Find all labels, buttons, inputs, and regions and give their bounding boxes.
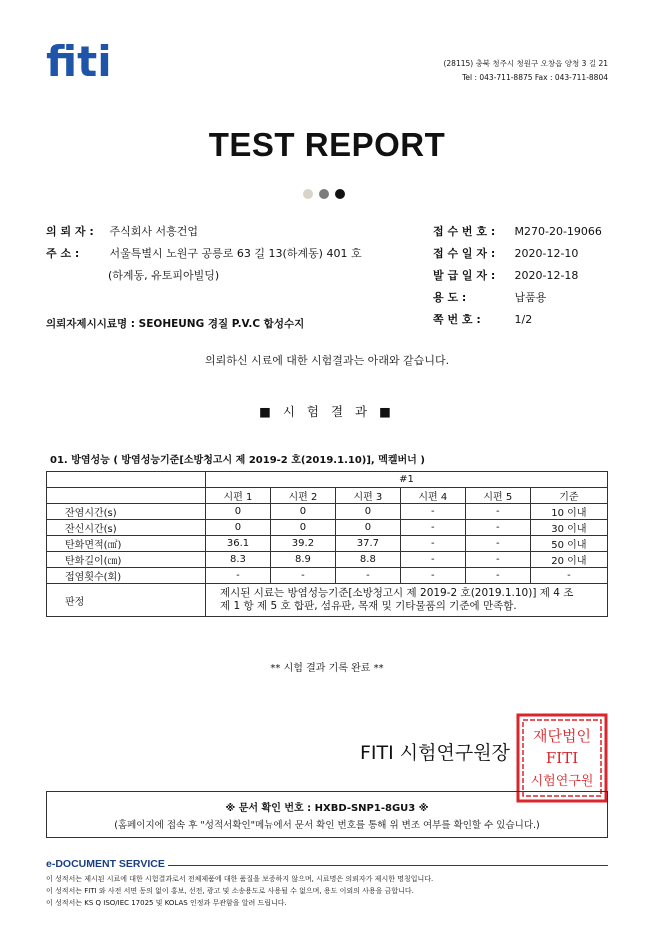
fiti-logo	[46, 38, 156, 82]
receipt-no-value: M270-20-19066	[514, 225, 602, 238]
official-seal	[516, 713, 608, 803]
receipt-date-label: 접 수 일 자 :	[433, 247, 496, 260]
row-label: 접염횟수(회)	[47, 568, 206, 584]
table-corner	[47, 472, 206, 488]
cell: 0	[206, 520, 271, 536]
sample-name: 의뢰자제시시료명 : SEOHEUNG 경질 P.V.C 합성수지	[46, 318, 305, 330]
verdict-text	[206, 584, 608, 617]
title-dots	[303, 184, 351, 203]
table-group-row	[47, 472, 608, 488]
section-title: 01. 방염성능 ( 방염성능기준[소방청고시 제 2019-2 호(2019.1.10)], 멕켈버너 )	[50, 455, 425, 466]
table-header-row	[47, 488, 608, 504]
cell: 50 이내	[530, 536, 607, 552]
col-header: 시편 1	[206, 488, 271, 504]
cell: -	[465, 504, 530, 520]
table-row	[47, 552, 608, 568]
cell: -	[465, 552, 530, 568]
address-line: (28115) 충북 청주시 청원구 오창읍 양청 3 길 21	[443, 59, 608, 68]
cell: 0	[206, 504, 271, 520]
cell: -	[270, 568, 335, 584]
verdict-line-1: 제시된 시료는 방염성능기준[소방청고시 제 2019-2 호(2019.1.10)] 제 4 조	[220, 587, 574, 599]
cell: -	[465, 568, 530, 584]
cell: 10 이내	[530, 504, 607, 520]
receipt-no-label: 접 수 번 호 :	[433, 225, 496, 238]
note-1: 이 성적서는 제시된 시료에 대한 시험결과로서 전체제품에 대한 품질을 보증하지 않으며, 시료명은 의뢰자가 제시한 명칭입니다.	[46, 875, 434, 883]
verdict-label: 판정	[47, 584, 206, 617]
company-address	[443, 57, 608, 85]
row-label: 잔신시간(s)	[47, 520, 206, 536]
requester-value: 주식회사 서흥건업	[109, 225, 199, 238]
issue-date-label: 발 급 일 자 :	[433, 269, 496, 282]
page-no-value: 1/2	[514, 313, 533, 326]
table-row	[47, 504, 608, 520]
doc-check-instructions: (홈페이지에 접속 후 "성적서확인"메뉴에서 문서 확인 번호를 통해 위 변조 여부를 확인할 수 있습니다.)	[114, 820, 540, 831]
address-label: 주 소 :	[46, 247, 80, 260]
verdict-line-2: 제 1 항 제 5 호 합판, 섬유판, 목재 및 기타물품의 기준에 만족함.	[220, 600, 517, 612]
cell: 0	[270, 504, 335, 520]
client-info	[46, 221, 362, 287]
results-heading: ■ 시 험 결 과 ■	[259, 404, 395, 419]
row-label: 탄화길이(㎝)	[47, 552, 206, 568]
results-table	[46, 471, 608, 617]
receipt-date-value: 2020-12-10	[514, 247, 579, 260]
table-row	[47, 568, 608, 584]
cell: 8.3	[206, 552, 271, 568]
col-header: 시편 3	[335, 488, 400, 504]
cell: 30 이내	[530, 520, 607, 536]
address-value: 서울특별시 노원구 공릉로 63 길 13(하계동) 401 호	[109, 247, 362, 260]
note-2: 이 성적서는 FITI 와 사전 서면 동의 없이 홍보, 선전, 광고 및 소송용도로 사용될 수 없으며, 용도 이외의 사용을 금합니다.	[46, 887, 414, 895]
edoc-title: e-DOCUMENT SERVICE	[46, 858, 165, 870]
dot-2	[319, 189, 329, 199]
cell: -	[465, 536, 530, 552]
page-no-label: 쪽 번 호 :	[433, 313, 481, 326]
col-header: 기준	[530, 488, 607, 504]
doc-check-number: ※ 문서 확인 번호 : HXBD-SNP1-8GU3 ※	[225, 803, 429, 814]
row-label: 잔염시간(s)	[47, 504, 206, 520]
col-header: 시편 4	[400, 488, 465, 504]
edoc-divider	[168, 865, 608, 866]
cell: 0	[335, 520, 400, 536]
report-title: TEST REPORT	[208, 126, 446, 163]
cell: 36.1	[206, 536, 271, 552]
cell: -	[335, 568, 400, 584]
cell: 37.7	[335, 536, 400, 552]
verdict-row	[47, 584, 608, 617]
cell: -	[206, 568, 271, 584]
document-check-box	[46, 791, 608, 838]
col-header: 시편 2	[270, 488, 335, 504]
cell: 39.2	[270, 536, 335, 552]
col-header: 시편 5	[465, 488, 530, 504]
director-signature: FITI 시험연구원장	[360, 742, 510, 764]
cell: 8.8	[335, 552, 400, 568]
row-label: 탄화면적(㎠)	[47, 536, 206, 552]
intro-text: 의뢰하신 시료에 대한 시험결과는 아래와 같습니다.	[204, 354, 450, 367]
cell: -	[400, 520, 465, 536]
table-row	[47, 520, 608, 536]
address-value-2: (하계동, 유토피아빌딩)	[108, 269, 220, 282]
note-3: 이 성적서는 KS Q ISO/IEC 17025 및 KOLAS 인정과 무관함을 알려 드립니다.	[46, 899, 287, 907]
dot-1	[303, 189, 313, 199]
issue-date-value: 2020-12-18	[514, 269, 579, 282]
cell: -	[400, 536, 465, 552]
header-blank	[47, 488, 206, 504]
cell: -	[400, 504, 465, 520]
seal-line-1: 재단법인	[533, 727, 591, 745]
cell: -	[465, 520, 530, 536]
cell: -	[400, 568, 465, 584]
seal-line-3: 시험연구원	[530, 774, 594, 789]
requester-label: 의 뢰 자 :	[46, 225, 94, 238]
completion-text: ** 시험 결과 기록 완료 **	[270, 663, 384, 674]
cell: 0	[270, 520, 335, 536]
report-info	[433, 221, 602, 331]
cell: 8.9	[270, 552, 335, 568]
purpose-value: 납품용	[514, 291, 547, 304]
group-header: #1	[206, 472, 608, 488]
footer-notes	[46, 873, 433, 909]
logo-text: fiti	[46, 38, 112, 82]
table-row	[47, 536, 608, 552]
seal-line-2: FITI	[545, 749, 579, 767]
dot-3	[335, 189, 345, 199]
cell: -	[530, 568, 607, 584]
cell: 20 이내	[530, 552, 607, 568]
contact-line: Tel : 043-711-8875 Fax : 043-711-8804	[462, 73, 608, 82]
cell: -	[400, 552, 465, 568]
purpose-label: 용 도 :	[433, 291, 467, 304]
cell: 0	[335, 504, 400, 520]
